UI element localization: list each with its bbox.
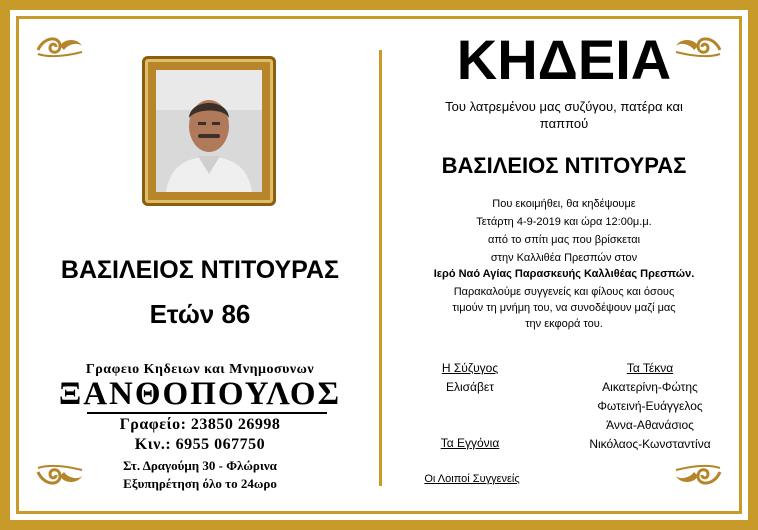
child-name: Άννα-Αθανάσιος (606, 418, 694, 432)
agency-name: ΞΑΝΘΟΠΟΥΛΟΣ (58, 376, 342, 412)
age: Ετών 86 (149, 299, 251, 329)
child-name: Νικόλαος-Κωνσταντίνα (589, 437, 711, 451)
agency-underline (87, 412, 327, 414)
text-line: Που εκοιμήθει, θα κηδέψουμε (492, 198, 636, 210)
child-name: Αικατερίνη-Φώτης (602, 380, 698, 394)
intro-line-2: παππού (539, 116, 589, 131)
closing-line: την εκφορά του. (525, 318, 603, 330)
closing-line: Παρακαλούμε συγγενείς και φίλους και όσους (453, 286, 675, 298)
child-name: Φωτεινή-Ευάγγελος (597, 399, 703, 413)
ornament-scroll-icon (672, 462, 724, 490)
intro-line-1: Του λατρεμένου μας συζύγου, πατέρα και (445, 99, 683, 114)
text-line: στην Καλλιθέα Πρεσπών στον (490, 252, 638, 264)
children-label: Τα Τέκνα (626, 361, 674, 375)
mobile-phone: Κιν.: 6955 067750 (134, 436, 266, 453)
portrait-frame (142, 56, 276, 206)
spouse-name: Ελισάβετ (445, 380, 494, 394)
address: Στ. Δραγούμη 30 - Φλώρινα (123, 458, 277, 473)
grandchildren-label: Τα Εγγόνια (440, 436, 500, 450)
church-line: Ιερό Ναό Αγίας Παρασκευής Καλλιθέας Πρεσπών. (433, 268, 695, 280)
deceased-name-right: ΒΑΣΙΛΕΙΟΣ ΝΤΙΤΟΥΡΑΣ (441, 153, 687, 178)
ornament-scroll-icon (34, 32, 86, 60)
agency-line: Γραφειο Κηδειων και Μνημοσυνων (85, 362, 315, 377)
service-hours: Εξυπηρέτηση όλο το 24ωρο (123, 476, 277, 491)
office-phone: Γραφείο: 23850 26998 (119, 416, 281, 433)
closing-line: τιμούν τη μνήμη του, να συνοδέψουν μαζί μας (452, 302, 676, 314)
text-line: από το σπίτι μας που βρίσκεται (487, 234, 641, 246)
announcement-title: ΚΗΔΕΙΑ (456, 28, 672, 91)
column-divider (379, 50, 382, 486)
relatives-label: Οι Λοιποί Συγγενείς (424, 473, 520, 485)
spouse-label: Η Σύζυγος (441, 361, 499, 375)
portrait-photo (156, 70, 262, 192)
deceased-name: ΒΑΣΙΛΕΙΟΣ ΝΤΙΤΟΥΡΑΣ (60, 256, 340, 284)
text-line: Τετάρτη 4-9-2019 και ώρα 12:00μ.μ. (476, 216, 652, 228)
